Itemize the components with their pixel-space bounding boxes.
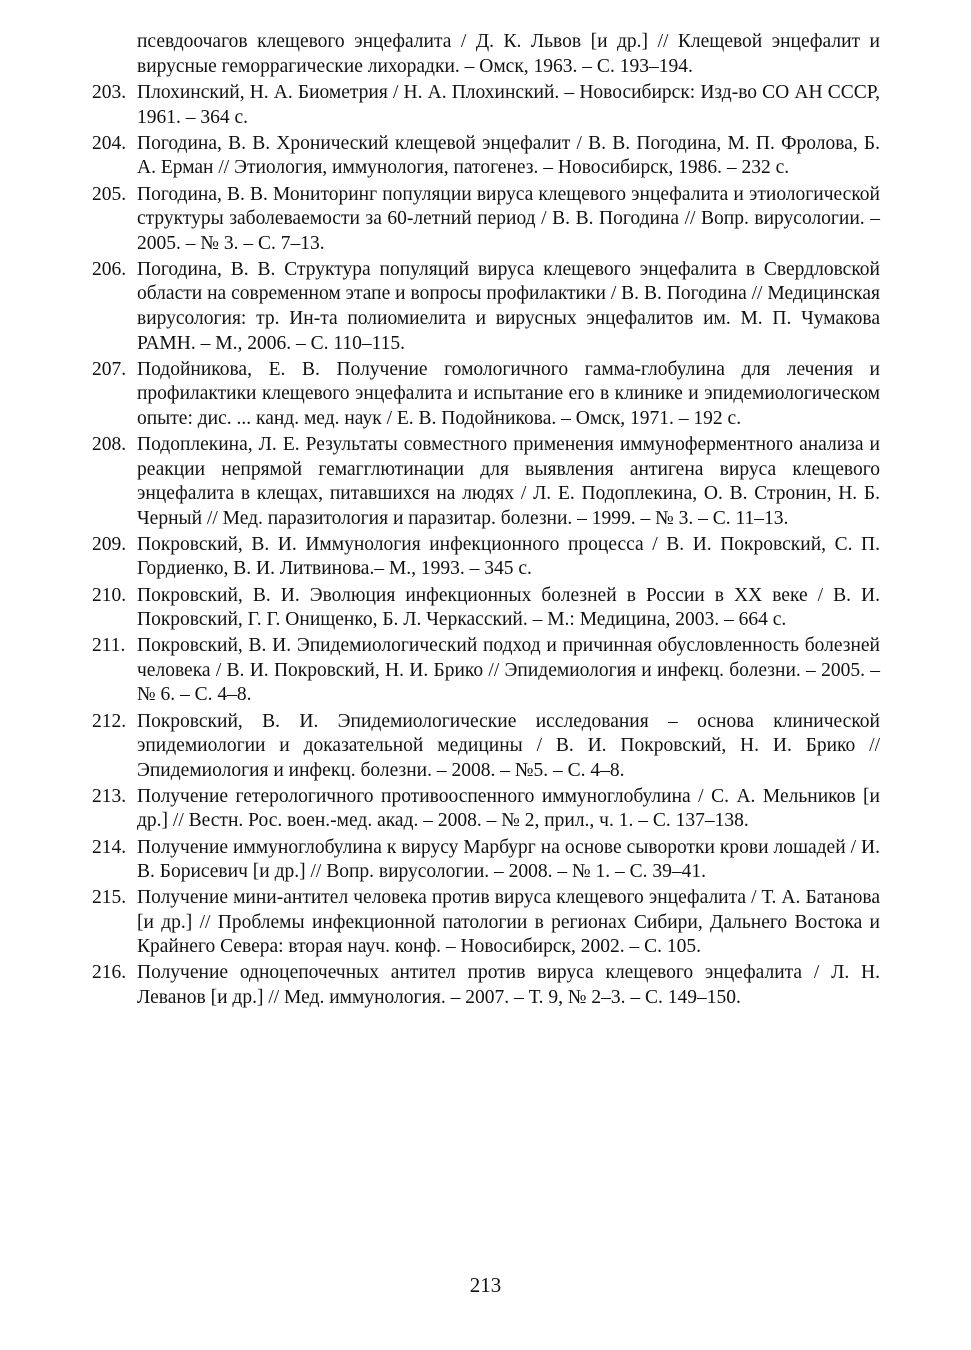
reference-list-page bbox=[92, 30, 880, 1012]
reference-number: 215. bbox=[92, 887, 127, 909]
reference-text: Покровский, В. И. Эпидемиологические исследования – основа клинической эпидемиологии и доказательной медицины / В. И. Покровский, Н. И. Брико // Эпидемиология и инфекц. болезни. – 2008. – №5. – С. 4–8. bbox=[137, 710, 880, 781]
reference-item bbox=[92, 132, 880, 181]
reference-item bbox=[92, 584, 880, 633]
reference-text: Плохинский, Н. А. Биометрия / Н. А. Плохинский. – Новосибирск: Изд-во СО АН СССР, 1961. – 364 с. bbox=[137, 82, 880, 128]
reference-number: 213. bbox=[92, 785, 127, 807]
reference-text: Погодина, В. В. Структура популяций вируса клещевого энцефалита в Свердловской области на современном этапе и вопросы профилактики / В. В. Погодина // Медицинская вирусология: тр. Ин-та полиомиелита и вирусных энцефалитов им. М. П. Чумакова РАМН. – М., 2006. – С. 110–115. bbox=[137, 258, 880, 354]
reference-item bbox=[92, 961, 880, 1010]
reference-text: Погодина, В. В. Мониторинг популяции вируса клещевого энцефалита и этиологической структуры заболеваемости за 60-летний период / В. В. Погодина // Вопр. вирусологии. – 2005. – № 3. – С. 7–13. bbox=[137, 183, 880, 254]
reference-text: Получение мини-антител человека против вируса клещевого энцефалита / Т. А. Батанова [и др.] // Проблемы инфекционной патологии в регионах Сибири, Дальнего Востока и Крайнего Севера: вторая науч. конф. – Новосибирск, 2002. – С. 105. bbox=[137, 887, 880, 958]
reference-number: 208. bbox=[92, 434, 127, 455]
reference-number: 205. bbox=[92, 183, 127, 205]
reference-text: Покровский, В. И. Эволюция инфекционных болезней в России в XX веке / В. И. Покровский, Г. Г. Онищенко, Б. Л. Черкасский. – М.: Медицина, 2003. – 664 с. bbox=[137, 584, 880, 631]
reference-item bbox=[92, 183, 880, 257]
reference-text: Подоплекина, Л. Е. Результаты совместного применения иммуноферментного анализа и реакции непрямой гемагглютинации для выявления антигена вируса клещевого энцефалита в клещах, питавшихся на людях / Л. Е. Подоплекина, О. В. Стронин, Н. Б. Черный // Мед. паразитология и паразитар. болезни. – 1999. – № 3. – С. 11–13. bbox=[137, 434, 880, 529]
reference-number: 214. bbox=[92, 836, 127, 858]
reference-item bbox=[92, 634, 880, 708]
reference-text: Погодина, В. В. Хронический клещевой энцефалит / В. В. Погодина, М. П. Фролова, Б. А. Ерман // Этиология, иммунология, патогенез. – Новосибирск, 1986. – 232 с. bbox=[137, 132, 880, 179]
reference-text: Покровский, В. И. Эпидемиологический подход и причинная обусловленность болезней человека / В. И. Покровский, Н. И. Брико // Эпидемиология и инфекц. болезни. – 2005. – № 6. – С. 4–8. bbox=[137, 635, 880, 706]
reference-number: 206. bbox=[92, 258, 127, 280]
reference-text: Получение гетерологичного противооспенного иммуноглобулина / С. А. Мельников [и др.] // Вестн. Рос. воен.-мед. акад. – 2008. – № 2, прил., ч. 1. – С. 137–138. bbox=[137, 785, 880, 832]
reference-number: 211. bbox=[92, 635, 126, 657]
reference-item bbox=[92, 710, 880, 784]
reference-number: 204. bbox=[92, 132, 127, 154]
reference-number: 209. bbox=[92, 533, 127, 555]
reference-text: Получение одноцепочечных антител против вируса клещевого энцефалита / Л. Н. Леванов [и др.] // Мед. иммунология. – 2007. – Т. 9, № 2–3. – С. 149–150. bbox=[137, 962, 880, 1009]
reference-item bbox=[92, 433, 880, 531]
reference-number: 207. bbox=[92, 358, 127, 380]
reference-number: 210. bbox=[92, 584, 127, 606]
reference-item bbox=[92, 533, 880, 582]
reference-text: Покровский, В. И. Иммунология инфекционного процесса / В. И. Покровский, С. П. Гордиенко, В. И. Литвинова.– М., 1993. – 345 с. bbox=[137, 533, 880, 580]
reference-number: 203. bbox=[92, 82, 127, 104]
reference-number: 216. bbox=[92, 962, 127, 984]
page-number: 213 bbox=[469, 1273, 502, 1297]
reference-item bbox=[92, 81, 880, 130]
reference-number: 212. bbox=[92, 710, 127, 732]
reference-text: Подойникова, Е. В. Получение гомологичного гамма-глобулина для лечения и профилактики клещевого энцефалита и испытание его в клинике и эпидемиологическом опыте: дис. ... канд. мед. наук / Е. В. Подойникова. – Омск, 1971. – 192 с. bbox=[137, 358, 880, 429]
reference-item bbox=[92, 836, 880, 885]
reference-text: Получение иммуноглобулина к вирусу Марбург на основе сыворотки крови лошадей / И. В. Борисевич [и др.] // Вопр. вирусологии. – 2008. – № 1. – С. 39–41. bbox=[137, 836, 880, 883]
reference-continuation: псевдоочагов клещевого энцефалита / Д. К. Львов [и др.] // Клещевой энцефалит и вирусные геморрагические лихорадки. – Омск, 1963. – С. 193–194. bbox=[137, 31, 880, 77]
reference-item bbox=[92, 886, 880, 960]
reference-item bbox=[92, 358, 880, 432]
reference-item bbox=[92, 785, 880, 834]
reference-item bbox=[92, 258, 880, 356]
